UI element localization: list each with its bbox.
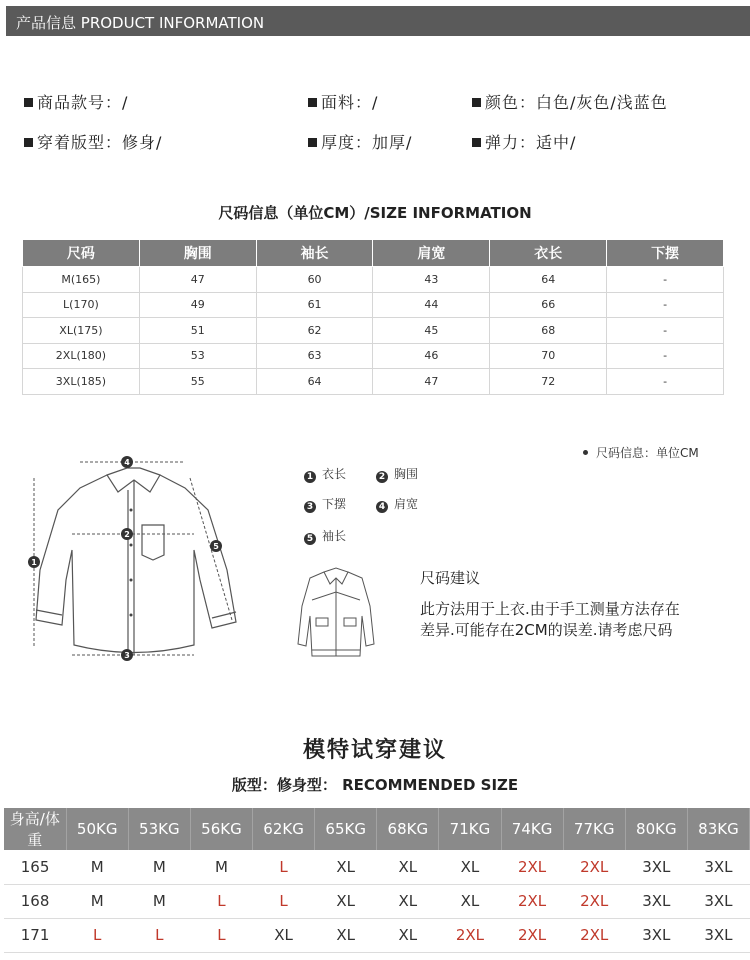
attr-thickness: 厚度：加厚/: [308, 130, 412, 153]
table-cell: XL: [439, 850, 501, 884]
table-row: [23, 343, 724, 369]
bullet-square-icon: [472, 138, 481, 147]
size-advice-line-2: 差异.可能存在2CM的误差.请考虑尺码: [420, 621, 673, 639]
recommend-header-cell: 83KG: [687, 808, 749, 850]
legend-item-1: 1 衣长: [304, 465, 346, 483]
table-cell: 3XL: [625, 918, 687, 952]
table-cell: -: [607, 343, 724, 369]
table-cell: XL: [253, 918, 315, 952]
table-cell: XL: [315, 884, 377, 918]
table-cell: 64: [490, 267, 607, 293]
section-title: 产品信息 PRODUCT INFORMATION: [16, 14, 265, 32]
table-cell: M: [190, 850, 252, 884]
table-cell: 45: [373, 318, 490, 344]
table-row: [4, 918, 750, 952]
table-cell: 47: [373, 369, 490, 395]
table-cell: XL: [315, 918, 377, 952]
table-cell: L: [128, 918, 190, 952]
table-cell: M: [128, 850, 190, 884]
section-header: [6, 6, 750, 36]
size-header-cell: 袖长: [256, 240, 373, 267]
table-cell: -: [607, 318, 724, 344]
table-row: [23, 318, 724, 344]
table-cell: 2XL: [439, 918, 501, 952]
table-cell: M: [66, 884, 128, 918]
svg-text:2: 2: [124, 530, 130, 539]
table-cell: L: [66, 918, 128, 952]
table-cell: 70: [490, 343, 607, 369]
size-advice-line-1: 此方法用于上衣.由于手工测量方法存在: [420, 600, 680, 618]
table-cell: 61: [256, 292, 373, 318]
table-cell: 3XL: [687, 850, 749, 884]
size-header-cell: 胸围: [139, 240, 256, 267]
recommend-header-cell: 80KG: [625, 808, 687, 850]
table-row: [4, 884, 750, 918]
table-cell: 3XL(185): [23, 369, 140, 395]
table-cell: 46: [373, 343, 490, 369]
svg-text:4: 4: [124, 458, 130, 467]
attr-color: 颜色：白色/灰色/浅蓝色: [472, 90, 668, 113]
number-badge-icon: 5: [304, 533, 316, 545]
table-cell: XL: [377, 884, 439, 918]
unit-note: 尺码信息：单位CM: [583, 444, 699, 461]
table-cell: 2XL: [563, 850, 625, 884]
table-cell: 3XL: [687, 918, 749, 952]
bullet-square-icon: [24, 138, 33, 147]
recommend-header-cell: 71KG: [439, 808, 501, 850]
shirt-measurement-diagram: [22, 450, 242, 670]
table-cell: -: [607, 369, 724, 395]
size-header-cell: 衣长: [490, 240, 607, 267]
size-header-cell: 下摆: [607, 240, 724, 267]
table-row: [23, 292, 724, 318]
svg-text:5: 5: [213, 542, 219, 551]
size-header-cell: 肩宽: [373, 240, 490, 267]
bullet-square-icon: [24, 98, 33, 107]
number-badge-icon: 1: [304, 471, 316, 483]
recommend-header-cell: 50KG: [66, 808, 128, 850]
table-cell: 2XL(180): [23, 343, 140, 369]
recommend-table: [4, 808, 750, 953]
table-cell: 60: [256, 267, 373, 293]
jacket-sketch-icon: [296, 566, 376, 664]
size-table-header: [23, 240, 724, 267]
table-cell: 3XL: [625, 850, 687, 884]
table-cell: XL: [439, 884, 501, 918]
table-row: [4, 850, 750, 884]
table-cell: 66: [490, 292, 607, 318]
table-cell: L: [190, 884, 252, 918]
table-cell: XL: [377, 850, 439, 884]
attr-style-no: 商品款号：/: [24, 90, 128, 113]
table-cell: 44: [373, 292, 490, 318]
recommend-header-cell: 77KG: [563, 808, 625, 850]
table-cell: 2XL: [563, 918, 625, 952]
table-cell: 55: [139, 369, 256, 395]
table-cell: M: [66, 850, 128, 884]
table-cell: -: [607, 267, 724, 293]
recommend-header-cell: 身高/体重: [4, 808, 66, 850]
table-cell: 2XL: [501, 850, 563, 884]
table-cell: M(165): [23, 267, 140, 293]
number-badge-icon: 3: [304, 501, 316, 513]
size-info-title: 尺码信息（单位CM）/SIZE INFORMATION: [218, 204, 532, 222]
svg-text:3: 3: [124, 651, 130, 660]
bullet-square-icon: [472, 98, 481, 107]
recommend-table-header: [4, 808, 750, 850]
table-cell: 165: [4, 850, 66, 884]
attr-fit: 穿着版型：修身/: [24, 130, 162, 153]
size-header-cell: 尺码: [23, 240, 140, 267]
attr-fabric: 面料：/: [308, 90, 378, 113]
bullet-square-icon: [308, 98, 317, 107]
table-cell: XL: [377, 918, 439, 952]
recommend-header-cell: 56KG: [190, 808, 252, 850]
legend-item-5: 5 袖长: [304, 527, 346, 545]
size-table: [22, 239, 724, 395]
recommend-header-cell: 53KG: [128, 808, 190, 850]
table-cell: XL: [315, 850, 377, 884]
number-badge-icon: 2: [376, 471, 388, 483]
table-cell: 2XL: [501, 884, 563, 918]
table-row: [23, 267, 724, 293]
table-cell: 3XL: [687, 884, 749, 918]
size-advice-title: 尺码建议: [420, 569, 481, 587]
recommend-subtitle: 版型：修身型： RECOMMENDED SIZE: [231, 776, 519, 794]
table-cell: 171: [4, 918, 66, 952]
table-cell: 51: [139, 318, 256, 344]
legend-item-3: 3 下摆: [304, 495, 346, 513]
table-cell: L(170): [23, 292, 140, 318]
size-table-body: [23, 267, 724, 395]
recommend-header-cell: 62KG: [253, 808, 315, 850]
table-row: [23, 369, 724, 395]
recommend-header-cell: 65KG: [315, 808, 377, 850]
bullet-square-icon: [308, 138, 317, 147]
table-cell: 3XL: [625, 884, 687, 918]
table-cell: 62: [256, 318, 373, 344]
table-cell: XL(175): [23, 318, 140, 344]
table-cell: 64: [256, 369, 373, 395]
table-cell: 68: [490, 318, 607, 344]
table-cell: 49: [139, 292, 256, 318]
table-cell: 63: [256, 343, 373, 369]
table-cell: L: [253, 850, 315, 884]
recommend-header-cell: 74KG: [501, 808, 563, 850]
recommend-header-cell: 68KG: [377, 808, 439, 850]
bullet-dot-icon: [583, 450, 588, 455]
table-cell: 72: [490, 369, 607, 395]
table-cell: -: [607, 292, 724, 318]
table-cell: 2XL: [501, 918, 563, 952]
number-badge-icon: 4: [376, 501, 388, 513]
table-cell: L: [190, 918, 252, 952]
table-cell: 53: [139, 343, 256, 369]
table-cell: 43: [373, 267, 490, 293]
recommend-table-body: [4, 850, 750, 952]
legend-item-2: 2 胸围: [376, 465, 418, 483]
table-cell: L: [253, 884, 315, 918]
table-cell: 47: [139, 267, 256, 293]
table-cell: 2XL: [563, 884, 625, 918]
attr-elasticity: 弹力：适中/: [472, 130, 576, 153]
table-cell: M: [128, 884, 190, 918]
svg-text:1: 1: [31, 558, 37, 567]
recommend-title: 模特试穿建议: [302, 738, 447, 763]
legend-item-4: 4 肩宽: [376, 495, 418, 513]
table-cell: 168: [4, 884, 66, 918]
